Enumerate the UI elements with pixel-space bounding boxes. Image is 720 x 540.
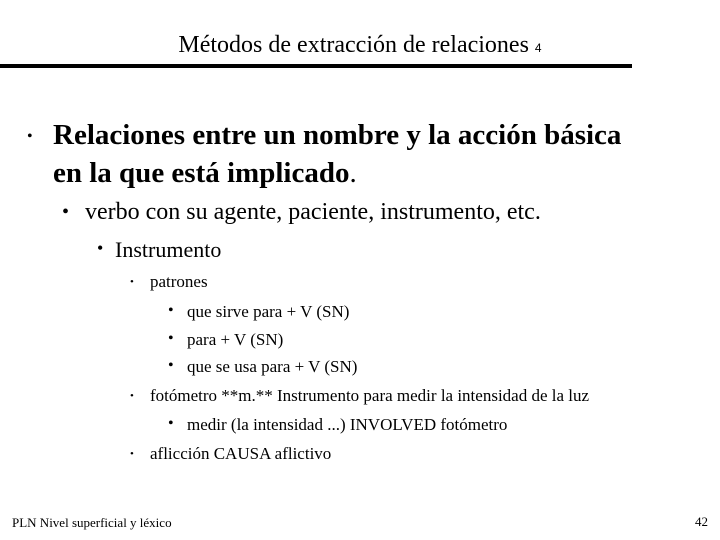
item-fotometro-relacion: medir (la intensidad ...) INVOLVED fotómetro bbox=[187, 415, 508, 434]
main-bullet-line-2 bbox=[53, 154, 621, 192]
title-underline bbox=[0, 64, 632, 68]
slide-title bbox=[0, 32, 720, 59]
item-afliccion: aflicción CAUSA aflictivo bbox=[150, 444, 332, 463]
bullet-icon: • bbox=[97, 238, 104, 258]
main-bullet-text bbox=[53, 116, 621, 192]
bullet-icon: • bbox=[130, 276, 134, 288]
bullet-icon: • bbox=[168, 302, 174, 319]
slide-title-number: 4 bbox=[534, 41, 542, 55]
bullet-icon: • bbox=[168, 357, 174, 374]
slide-title-text: Métodos de extracción de relaciones bbox=[178, 32, 529, 58]
item-patron-3: que se usa para + V (SN) bbox=[187, 357, 358, 376]
bullet-icon: • bbox=[62, 201, 70, 223]
item-patrones: patrones bbox=[150, 272, 208, 291]
item-patron-2: para + V (SN) bbox=[187, 330, 284, 349]
footer-page-number: 42 bbox=[695, 514, 708, 529]
main-bullet-line-2-bold: en la que está implicado bbox=[53, 157, 350, 189]
bullet-icon: • bbox=[168, 415, 174, 432]
bullet-icon: • bbox=[130, 448, 134, 460]
bullet-icon: • bbox=[27, 128, 33, 145]
item-fotometro: fotómetro **m.** Instrumento para medir la intensidad de la luz bbox=[150, 386, 590, 405]
bullet-icon: • bbox=[130, 390, 134, 402]
footer-course-title: PLN Nivel superficial y léxico bbox=[12, 515, 172, 530]
main-bullet-line-2-period: . bbox=[349, 157, 357, 189]
sub-bullet-instrumento: Instrumento bbox=[115, 237, 222, 262]
main-bullet-line-1: Relaciones entre un nombre y la acción básica bbox=[53, 119, 622, 151]
sub-bullet-verbo: verbo con su agente, paciente, instrumento, etc. bbox=[85, 199, 541, 225]
item-patron-1: que sirve para + V (SN) bbox=[187, 302, 350, 321]
bullet-icon: • bbox=[168, 330, 174, 347]
